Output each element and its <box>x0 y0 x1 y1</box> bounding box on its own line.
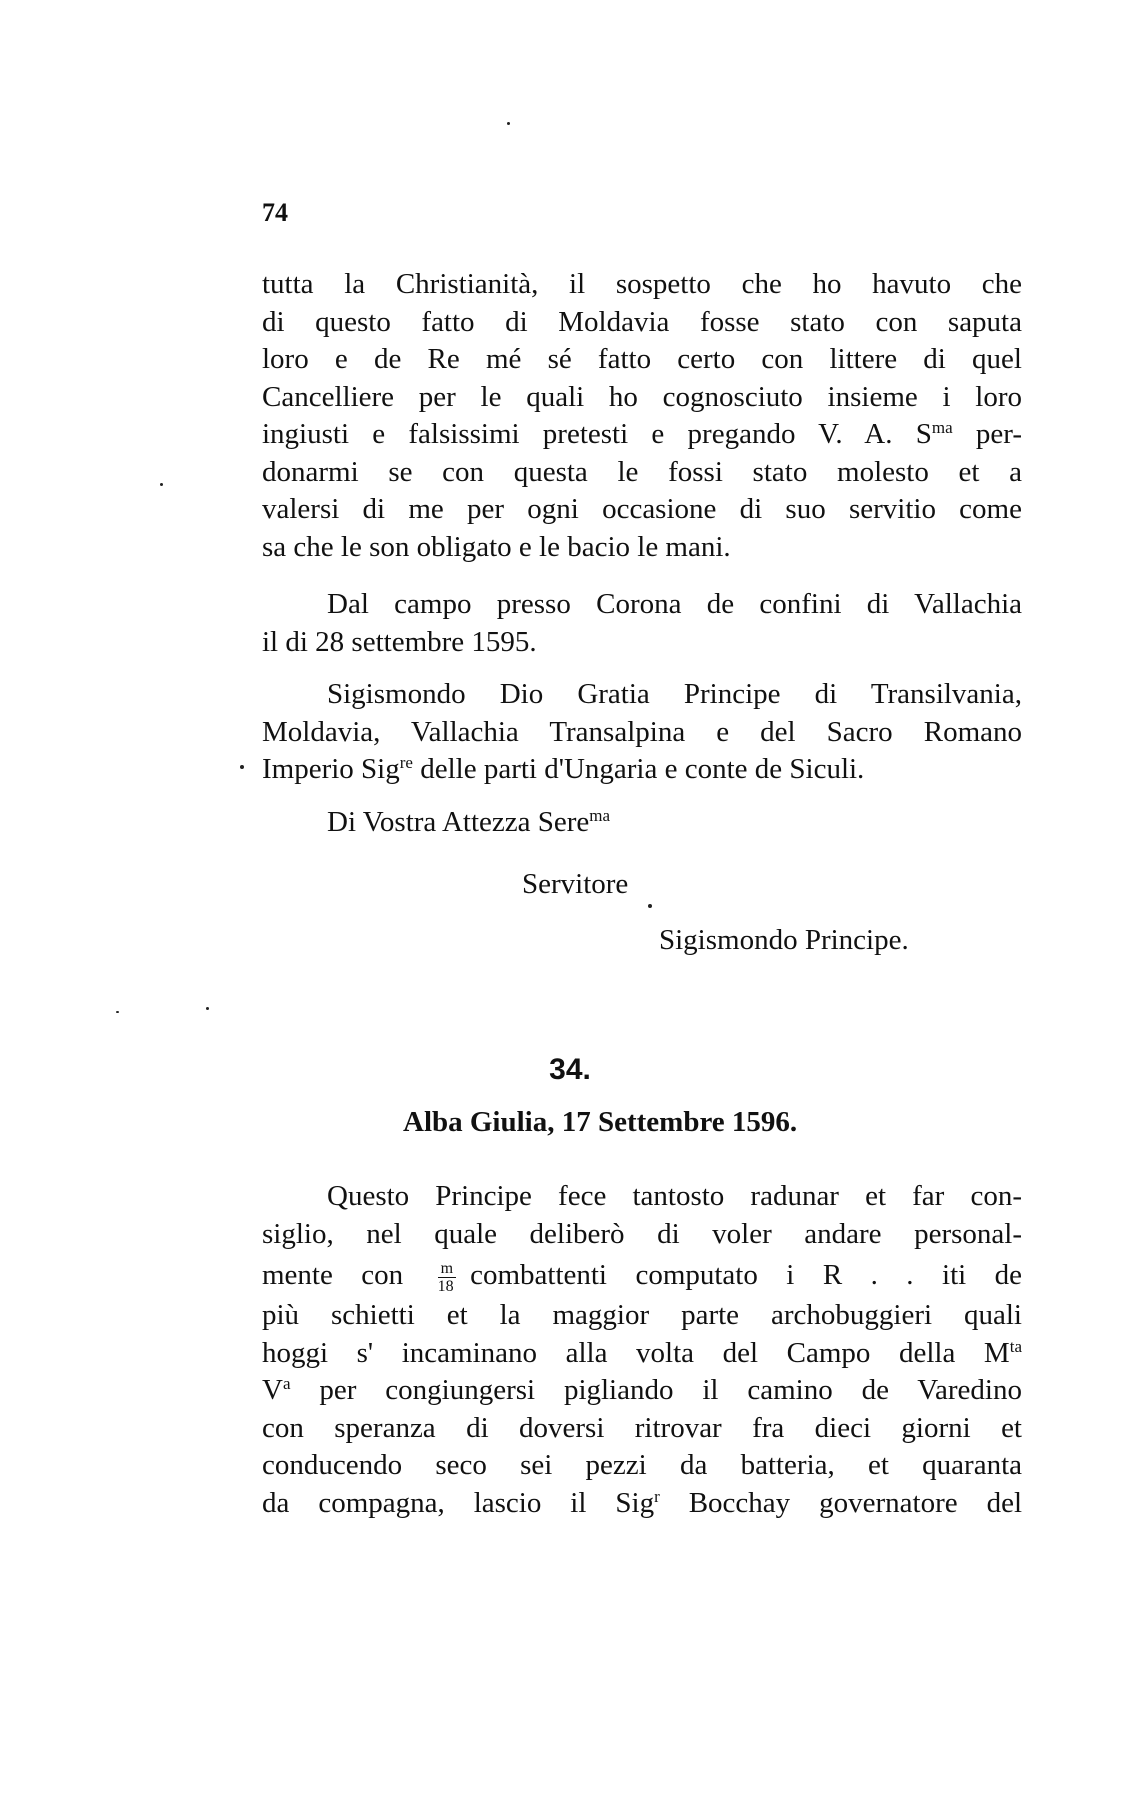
text-line: di questo fatto di Moldavia fosse stato con saputa <box>262 305 1022 338</box>
text-segment: combattenti computato i R . . iti de <box>470 1259 1022 1291</box>
superscript: r <box>654 1486 660 1506</box>
text-segment: delle parti d'Ungaria e conte de Siculi. <box>412 753 865 785</box>
text-line: con speranza di doversi ritrovar fra dieci giorni et <box>262 1411 1022 1444</box>
letter-dateline <box>262 586 1022 661</box>
fraction-denominator: 18 <box>437 1277 454 1295</box>
text-line: siglio, nel quale deliberò di voler andare personal- <box>262 1217 1022 1250</box>
text-line: più schietti et la maggior parte archobuggieri quali <box>262 1299 1022 1331</box>
superscript: re <box>399 753 413 772</box>
text-segment: per- <box>952 418 1022 450</box>
text-line <box>262 1335 1022 1373</box>
text-segment: Imperio Sig <box>262 753 400 785</box>
scan-speck <box>116 1011 119 1013</box>
fraction-numerator: m <box>438 1260 456 1278</box>
text-line: Questo Principe fece tantosto radunar et far con- <box>327 1180 1022 1212</box>
text-line: Sigismondo Dio Gratia Principe di Transilvania, <box>327 678 1022 710</box>
text-line: conducendo seco sei pezzi da batteria, et quaranta <box>262 1449 1022 1481</box>
scan-speck <box>507 122 510 125</box>
section-paragraph <box>262 1178 1022 1522</box>
text-segment: Di Vostra Attezza Sere <box>327 806 590 838</box>
text-line <box>262 1253 1022 1297</box>
text-segment: per congiungersi pigliando il camino de Varedino <box>290 1374 1022 1406</box>
letter-signature: Sigismondo Principe. <box>659 924 909 956</box>
text-line: Moldavia, Vallachia Transalpina e del Sacro Romano <box>262 715 1022 748</box>
superscript: ta <box>1009 1336 1022 1356</box>
text-line: Dal campo presso Corona de confini di Vallachia <box>327 588 1022 620</box>
text-line: Cancelliere per le quali ho cognosciuto insieme i loro <box>262 380 1022 413</box>
text-segment: da compagna, lascio il Sig <box>262 1486 655 1519</box>
text-segment: mente con <box>262 1259 404 1291</box>
text-line <box>262 1372 1022 1410</box>
letter-paragraph-1 <box>262 266 1022 566</box>
section-number: 34. <box>549 1053 591 1086</box>
section-place-date: Alba Giulia, 17 Settembre 1596. <box>403 1106 798 1138</box>
text-line: valersi di me per ogni occasione di suo servitio come <box>262 493 1022 525</box>
superscript: ma <box>931 418 953 437</box>
superscript: ma <box>589 806 611 825</box>
text-line: loro e de Re mé sé fatto certo con littere di quel <box>262 343 1022 375</box>
text-line <box>262 1485 1022 1523</box>
text-line: donarmi se con questa le fossi stato molesto et a <box>262 455 1022 488</box>
letter-closing <box>327 806 610 839</box>
letter-servitore: Servitore <box>522 868 629 900</box>
text-segment: V <box>262 1374 283 1406</box>
text-line: sa che le son obligato e le bacio le mani. <box>262 530 731 563</box>
scan-speck <box>648 904 652 908</box>
scan-speck <box>160 483 163 486</box>
text-line: il di 28 settembre 1595. <box>262 625 537 658</box>
scan-speck <box>206 1007 209 1010</box>
text-segment: Bocchay governatore del <box>659 1486 1022 1519</box>
letter-sender <box>262 676 1022 789</box>
text-line <box>262 416 1022 454</box>
superscript: a <box>282 1374 291 1393</box>
text-segment: hoggi s' incaminano alla volta del Campo della M <box>262 1336 1010 1369</box>
fraction <box>438 1260 456 1295</box>
scan-speck <box>240 765 244 769</box>
page-number: 74 <box>262 198 288 227</box>
text-line: tutta la Christianità, il sospetto che ho havuto che <box>262 268 1022 300</box>
text-segment: ingiusti e falsissimi pretesti e pregando V. A. S <box>262 418 932 450</box>
text-line <box>262 751 1022 789</box>
